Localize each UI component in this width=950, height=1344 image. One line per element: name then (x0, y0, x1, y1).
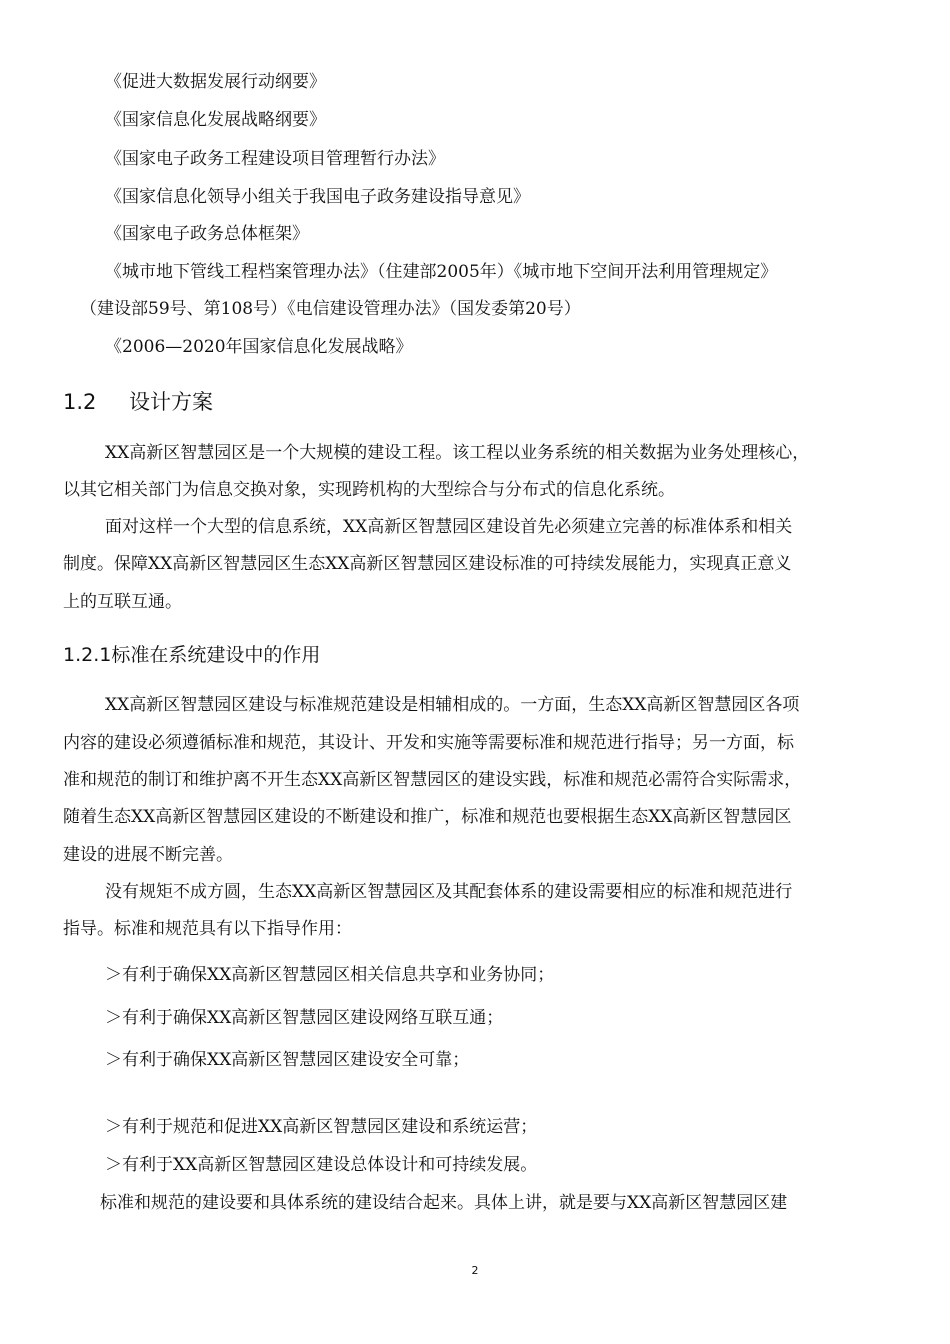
paragraph-line: XX高新区智慧园区建设与标准规范建设是相辅相成的。一方面，生态XX高新区智慧园区各项 (105, 695, 800, 715)
reference-item: 《国家电子政务工程建设项目管理暂行办法》 (105, 149, 445, 169)
paragraph-line: 没有规矩不成方圆，生态XX高新区智慧园区及其配套体系的建设需要相应的标准和规范进行 (105, 882, 793, 902)
reference-item: 《促进大数据发展行动纲要》 (105, 72, 326, 92)
reference-item: 《2006—2020年国家信息化发展战略》 (105, 337, 413, 357)
paragraph-line: 以其它相关部门为信息交换对象，实现跨机构的大型综合与分布式的信息化系统。 (63, 480, 675, 500)
paragraph-line: 准和规范的制订和维护离不开生态XX高新区智慧园区的建设实践，标准和规范必需符合实际需求， (63, 770, 802, 790)
reference-item: 《国家信息化领导小组关于我国电子政务建设指导意见》 (105, 187, 530, 207)
paragraph-line: 指导。标准和规范具有以下指导作用： (63, 919, 352, 939)
bullet-item: ＞有利于确保XX高新区智慧园区相关信息共享和业务协同； (105, 965, 555, 985)
paragraph-line: 面对这样一个大型的信息系统，XX高新区智慧园区建设首先必须建立完善的标准体系和相关 (105, 517, 793, 537)
reference-item: 《国家电子政务总体框架》 (105, 224, 309, 244)
paragraph-line: 制度。保障XX高新区智慧园区生态XX高新区智慧园区建设标准的可持续发展能力，实现真正意义 (63, 554, 792, 574)
section-heading-1-2 (63, 389, 213, 415)
reference-item: 《城市地下管线工程档案管理办法》（住建部2005年）《城市地下空间开法利用管理规定》 (105, 262, 778, 282)
bullet-item: ＞有利于规范和促进XX高新区智慧园区建设和系统运营； (105, 1117, 538, 1137)
paragraph-line: 建设的进展不断完善。 (63, 845, 233, 865)
reference-item-continued: （建设部59号、第108号）《电信建设管理办法》（国发委第20号） (80, 299, 581, 319)
reference-item: 《国家信息化发展战略纲要》 (105, 110, 326, 130)
paragraph-line: 内容的建设必须遵循标准和规范，其设计、开发和实施等需要标准和规范进行指导；另一方面，标 (63, 733, 794, 753)
paragraph-line: 上的互联互通。 (63, 592, 182, 612)
section-heading-1-2-1: 1.2.1标准在系统建设中的作用 (63, 644, 321, 666)
paragraph-line: 标准和规范的建设要和具体系统的建设结合起来。具体上讲，就是要与XX高新区智慧园区建 (100, 1193, 788, 1213)
section-title: 设计方案 (129, 390, 213, 414)
section-number: 1.2 (63, 390, 97, 414)
page-number: 2 (471, 1264, 479, 1277)
bullet-item: ＞有利于确保XX高新区智慧园区建设安全可靠； (105, 1050, 470, 1070)
paragraph-line: XX高新区智慧园区是一个大规模的建设工程。该工程以业务系统的相关数据为业务处理核心， (105, 443, 810, 463)
bullet-item: ＞有利于XX高新区智慧园区建设总体设计和可持续发展。 (105, 1155, 538, 1175)
paragraph-line: 随着生态XX高新区智慧园区建设的不断建设和推广，标准和规范也要根据生态XX高新区智慧园区 (63, 807, 792, 827)
bullet-item: ＞有利于确保XX高新区智慧园区建设网络互联互通； (105, 1008, 504, 1028)
